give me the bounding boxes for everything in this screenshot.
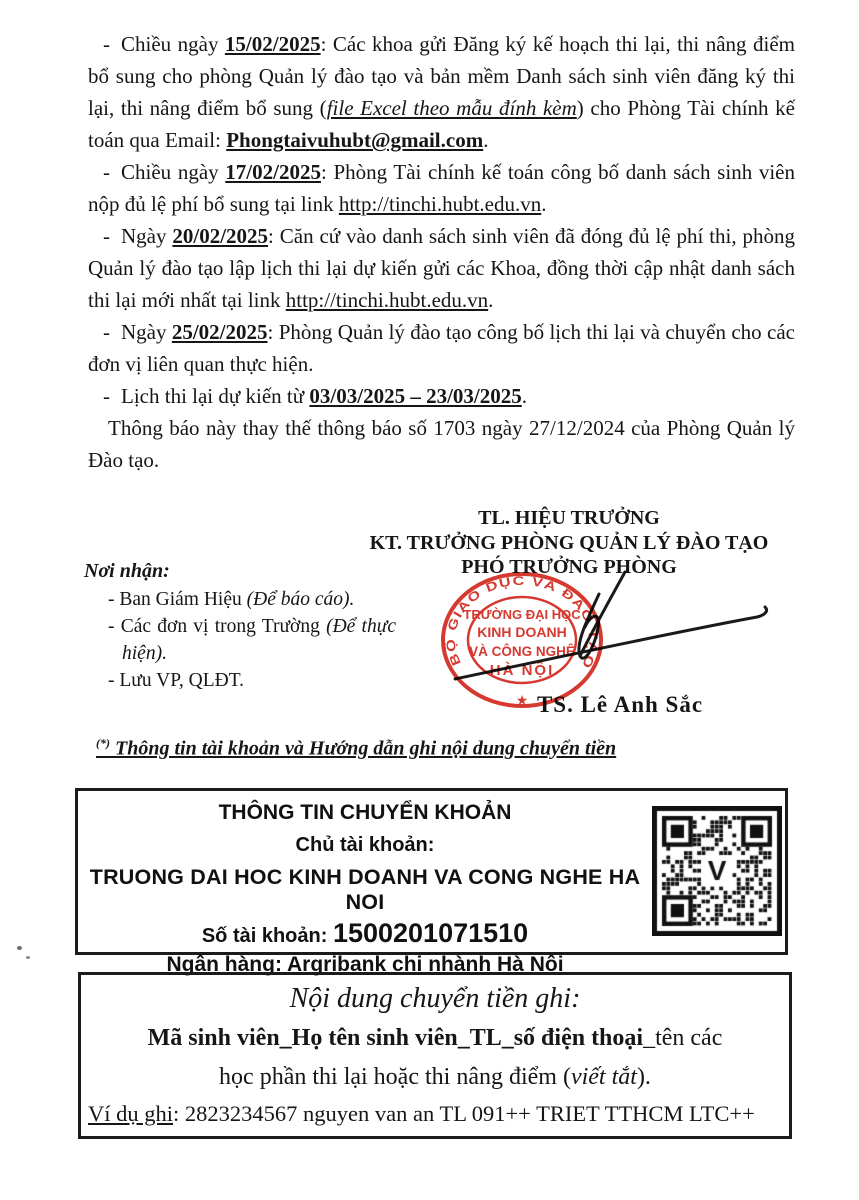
email-address: Phongtaivuhubt@gmail.com	[226, 128, 484, 152]
scan-speck	[26, 956, 30, 959]
notice-body	[88, 28, 795, 476]
stamp-star-icon: ★	[515, 692, 529, 708]
date-range: 03/03/2025 – 23/03/2025	[309, 384, 522, 408]
bank-info-lines	[78, 796, 652, 977]
paragraph-1	[88, 28, 795, 156]
stamp-center-line: VÀ CÔNG NGHỆ	[469, 644, 575, 659]
account-owner-label: Chủ tài khoản:	[295, 834, 435, 856]
stamp-center-line: TRƯỜNG ĐẠI HỌC	[463, 607, 581, 622]
paragraph-4	[88, 316, 795, 380]
qr-code	[652, 806, 782, 936]
paragraph-2	[88, 156, 795, 220]
paragraph-text: : Phòng Tài chính kế toán công bố danh sách sinh viên nộp đủ lệ phí bổ sung tại link	[88, 160, 796, 216]
signer-name: TS. Lê Anh Sắc	[536, 692, 704, 717]
bank-name-line: Ngân hàng: Argribank chi nhành Hà Nội	[166, 953, 564, 976]
footnote-account-info	[96, 736, 616, 761]
date-value: 17/02/2025	[225, 160, 321, 184]
date-value: 25/02/2025	[171, 320, 268, 344]
paragraph-text: .	[521, 384, 527, 408]
paragraph-text: : Các khoa gửi Đăng ký kế hoạch thi lại, thi nâng điểm bổ sung cho phòng Quản lý đào tạo và bản mềm Danh sách sinh viên đăng ký thi lại, thi nâng điểm bổ sung (	[88, 32, 796, 120]
date-value: 20/02/2025	[172, 224, 269, 248]
transfer-syntax-bold: Mã sinh viên_Họ tên sinh viên_TL_số điện thoại	[147, 1025, 644, 1051]
link-url: http://tinchi.hubt.edu.vn	[338, 192, 542, 216]
transfer-syntax-line	[81, 1025, 789, 1052]
footnote-text: Thông tin tài khoản và Hướng dẫn ghi nội dung chuyển tiền	[110, 737, 617, 760]
signer-authority-line: TL. HIỆU TRƯỞNG	[478, 507, 660, 529]
example-text: : 2823234567 nguyen van an TL 091++ TRIET TTHCM LTC++	[173, 1101, 755, 1126]
list-dash: -	[103, 384, 110, 408]
transfer-text: học phần thi lại hoặc thi nâng điểm (	[219, 1064, 571, 1090]
paragraph-3	[88, 220, 795, 316]
account-number-label: Số tài khoản:	[201, 925, 333, 947]
signer-authority-line: PHÓ TRƯỞNG PHÒNG	[461, 556, 677, 578]
paragraph-closing	[88, 412, 795, 476]
stamp-ring-text: BỘ GIÁO DỤC VÀ ĐÀO TẠO	[443, 573, 601, 669]
paragraph-text: Ngày	[121, 320, 172, 344]
list-item	[108, 613, 396, 667]
transfer-syntax-tail: _tên các	[643, 1025, 723, 1051]
account-number: 1500201071510	[332, 918, 529, 948]
recipients-list	[84, 586, 396, 694]
list-item	[108, 667, 396, 694]
paragraph-text: : Phòng Quản lý đào tạo công bố lịch thi lại và chuyển cho các đơn vị liên quan thực hiện.	[88, 320, 795, 376]
paragraph-text: Chiều ngày	[121, 32, 225, 56]
paragraph-text: Ngày	[121, 224, 173, 248]
recipient-note: (Để báo cáo).	[246, 589, 355, 610]
handwritten-signature	[425, 552, 775, 697]
scan-speck	[17, 946, 22, 950]
transfer-text: ).	[636, 1064, 651, 1090]
example-label: Ví dụ ghi	[88, 1101, 174, 1126]
recipient-note: (Để thực hiện).	[122, 616, 396, 664]
transfer-content-box	[78, 972, 792, 1139]
transfer-box-title: Nội dung chuyển tiền ghi:	[289, 983, 581, 1014]
list-item	[108, 586, 396, 613]
footnote-marker: (*)	[96, 736, 110, 750]
bank-transfer-info-box	[75, 788, 788, 976]
paragraph-text: ) cho Phòng Tài chính kế toán qua Email:	[88, 96, 795, 152]
stamp-center-line: KINH DOANH	[477, 624, 567, 640]
paragraph-text: : Căn cứ vào danh sách sinh viên đã đóng đủ lệ phí thi, phòng Quản lý đào tạo lập lịch thi lại dự kiến gửi các Khoa, đồng thời cập nhật danh sách thi lại mới nhất tại link	[88, 224, 795, 312]
transfer-example-line	[81, 1101, 789, 1127]
list-dash: -	[103, 320, 110, 344]
recipient-text: - Các đơn vị trong Trường	[108, 616, 327, 637]
list-dash: -	[103, 224, 110, 248]
transfer-syntax-line2	[81, 1064, 789, 1091]
paragraph-text: .	[488, 288, 494, 312]
attachment-note: file Excel theo mẫu đính kèm	[326, 96, 577, 120]
paragraph-text: .	[541, 192, 547, 216]
list-dash: -	[103, 32, 110, 56]
account-number-line	[78, 918, 652, 949]
paragraph-text: Thông báo này thay thế thông báo số 1703 ngày 27/12/2024 của Phòng Quản lý Đào tạo.	[88, 416, 795, 472]
list-dash: -	[103, 160, 110, 184]
link-url: http://tinchi.hubt.edu.vn	[285, 288, 489, 312]
recipient-text: - Ban Giám Hiệu	[108, 589, 247, 610]
paragraph-text: Lịch thi lại dự kiến từ	[121, 384, 310, 408]
stamp-center-line: HÀ NỘI	[489, 662, 555, 679]
transfer-abbrev-note: viết tắt	[570, 1064, 637, 1090]
account-owner-name: TRUONG DAI HOC KINH DOANH VA CONG NGHE HA NOI	[89, 865, 641, 914]
recipient-text: - Lưu VP, QLĐT.	[108, 670, 245, 691]
paragraph-5	[88, 380, 795, 412]
bank-box-title: THÔNG TIN CHUYỂN KHOẢN	[218, 801, 512, 824]
date-value: 15/02/2025	[224, 32, 321, 56]
recipients-label: Nơi nhận:	[84, 560, 170, 582]
paragraph-text: .	[483, 128, 489, 152]
recipients-block	[84, 560, 396, 694]
signer-authority-line: KT. TRƯỞNG PHÒNG QUẢN LÝ ĐÀO TẠO	[369, 531, 769, 554]
paragraph-text: Chiều ngày	[121, 160, 226, 184]
